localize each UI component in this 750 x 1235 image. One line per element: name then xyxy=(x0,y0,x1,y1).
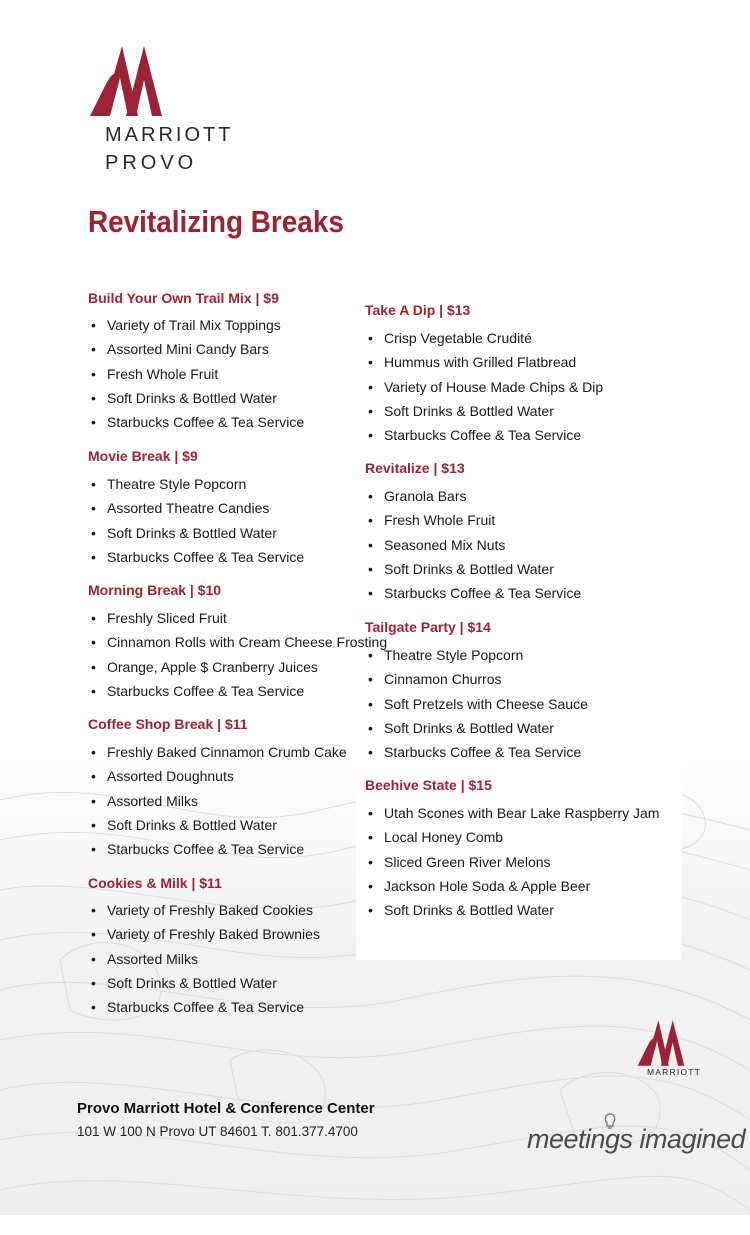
marriott-logo-icon xyxy=(88,44,164,118)
list-item: • Starbucks Coffee & Tea Service xyxy=(365,581,581,605)
marriott-small-logo-icon xyxy=(636,1019,686,1067)
hotel-address: 101 W 100 N Provo UT 84601 T. 801.377.4700 xyxy=(77,1124,358,1139)
list-item: • Starbucks Coffee & Tea Service xyxy=(88,410,304,434)
logo-location: PROVO xyxy=(105,152,198,174)
section-list xyxy=(88,606,387,703)
section-heading: Tailgate Party | $14 xyxy=(365,619,491,635)
section-list xyxy=(88,313,304,434)
bottom-strip xyxy=(0,1215,750,1235)
list-item: • Starbucks Coffee & Tea Service xyxy=(88,545,304,569)
list-item: • Granola Bars xyxy=(365,484,581,508)
list-item: • Freshly Baked Cinnamon Crumb Cake xyxy=(88,740,347,764)
logo-wordmark: MARRIOTT xyxy=(105,124,234,146)
list-item: • Utah Scones with Bear Lake Raspberry Jam xyxy=(365,801,659,825)
list-item: • Soft Drinks & Bottled Water xyxy=(365,716,588,740)
section-heading: Beehive State | $15 xyxy=(365,777,492,793)
list-item: • Assorted Theatre Candies xyxy=(88,496,304,520)
list-item: • Assorted Milks xyxy=(88,789,347,813)
list-item: • Soft Drinks & Bottled Water xyxy=(88,521,304,545)
list-item: • Theatre Style Popcorn xyxy=(88,472,304,496)
list-item: • Starbucks Coffee & Tea Service xyxy=(88,837,347,861)
hotel-name: Provo Marriott Hotel & Conference Center xyxy=(77,1100,375,1117)
small-logo-wordmark: MARRIOTT xyxy=(647,1067,701,1077)
section-heading: Coffee Shop Break | $11 xyxy=(88,716,248,732)
section-heading: Take A Dip | $13 xyxy=(365,302,471,318)
list-item: • Starbucks Coffee & Tea Service xyxy=(365,423,603,447)
list-item: • Variety of House Made Chips & Dip xyxy=(365,375,603,399)
list-item: • Starbucks Coffee & Tea Service xyxy=(88,679,387,703)
list-item: • Variety of Freshly Baked Cookies xyxy=(88,898,320,922)
section-list xyxy=(88,472,304,569)
section-heading: Movie Break | $9 xyxy=(88,448,198,464)
list-item: • Theatre Style Popcorn xyxy=(365,643,588,667)
section-list xyxy=(365,801,659,922)
list-item: • Soft Drinks & Bottled Water xyxy=(365,399,603,423)
section-heading: Revitalize | $13 xyxy=(365,460,465,476)
list-item: • Soft Drinks & Bottled Water xyxy=(365,557,581,581)
list-item: • Soft Drinks & Bottled Water xyxy=(365,898,659,922)
list-item: • Crisp Vegetable Crudité xyxy=(365,326,603,350)
list-item: • Soft Drinks & Bottled Water xyxy=(88,971,320,995)
list-item: • Soft Pretzels with Cheese Sauce xyxy=(365,692,588,716)
list-item: • Starbucks Coffee & Tea Service xyxy=(88,995,320,1019)
list-item: • Variety of Freshly Baked Brownies xyxy=(88,922,320,946)
list-item: • Assorted Milks xyxy=(88,947,320,971)
section-list xyxy=(365,643,588,764)
list-item: • Variety of Trail Mix Toppings xyxy=(88,313,304,337)
list-item: • Freshly Sliced Fruit xyxy=(88,606,387,630)
list-item: • Soft Drinks & Bottled Water xyxy=(88,386,304,410)
list-item: • Cinnamon Churros xyxy=(365,667,588,691)
list-item: • Orange, Apple $ Cranberry Juices xyxy=(88,655,387,679)
list-item: • Assorted Mini Candy Bars xyxy=(88,337,304,361)
section-list xyxy=(365,484,581,605)
list-item: • Cinnamon Rolls with Cream Cheese Frosting xyxy=(88,630,387,654)
list-item: • Sliced Green River Melons xyxy=(365,850,659,874)
list-item: • Jackson Hole Soda & Apple Beer xyxy=(365,874,659,898)
list-item: • Local Honey Comb xyxy=(365,825,659,849)
section-list xyxy=(88,898,320,1019)
list-item: • Fresh Whole Fruit xyxy=(365,508,581,532)
section-heading: Morning Break | $10 xyxy=(88,582,222,598)
list-item: • Soft Drinks & Bottled Water xyxy=(88,813,347,837)
list-item: • Starbucks Coffee & Tea Service xyxy=(365,740,588,764)
section-heading: Build Your Own Trail Mix | $9 xyxy=(88,290,279,306)
page-title: Revitalizing Breaks xyxy=(88,204,344,239)
list-item: • Hummus with Grilled Flatbread xyxy=(365,350,603,374)
list-item: • Seasoned Mix Nuts xyxy=(365,533,581,557)
section-list xyxy=(88,740,347,861)
list-item: • Assorted Doughnuts xyxy=(88,764,347,788)
section-list xyxy=(365,326,603,447)
tagline: meetings imagined xyxy=(527,1124,746,1154)
list-item: • Fresh Whole Fruit xyxy=(88,362,304,386)
section-heading: Cookies & Milk | $11 xyxy=(88,875,222,891)
